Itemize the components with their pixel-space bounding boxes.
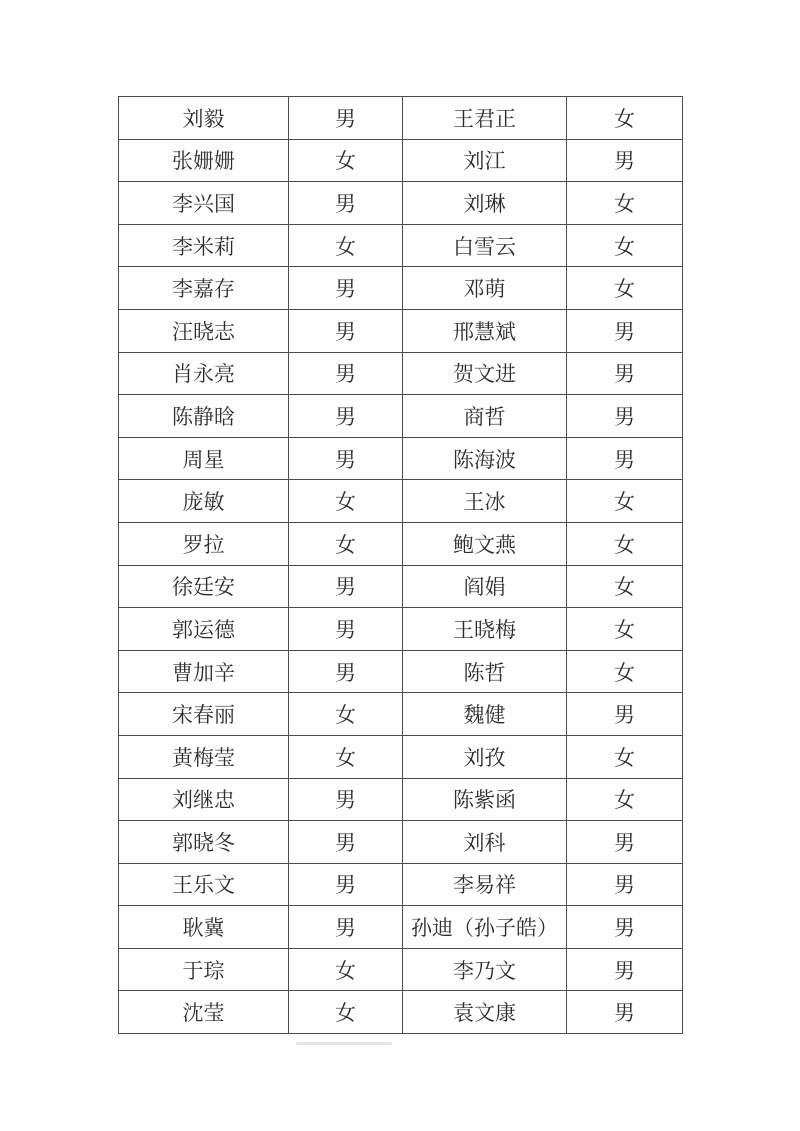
name-cell: 李易祥 — [403, 863, 567, 906]
table-row — [119, 182, 683, 225]
gender-cell: 女 — [567, 267, 683, 310]
name-cell: 孙迪（孙子皓） — [403, 906, 567, 949]
name-cell: 刘孜 — [403, 735, 567, 778]
name-cell: 郭运德 — [119, 608, 289, 651]
name-cell: 耿冀 — [119, 906, 289, 949]
table-row — [119, 139, 683, 182]
gender-cell: 男 — [567, 693, 683, 736]
gender-cell: 男 — [567, 395, 683, 438]
gender-cell: 男 — [567, 821, 683, 864]
name-cell: 陈静晗 — [119, 395, 289, 438]
name-cell: 白雪云 — [403, 224, 567, 267]
gender-cell: 男 — [289, 608, 403, 651]
gender-cell: 女 — [289, 224, 403, 267]
gender-cell: 女 — [567, 182, 683, 225]
gender-cell: 男 — [289, 437, 403, 480]
gender-cell: 女 — [289, 948, 403, 991]
table-row — [119, 948, 683, 991]
name-cell: 郭晓冬 — [119, 821, 289, 864]
gender-cell: 女 — [289, 522, 403, 565]
gender-cell: 男 — [567, 139, 683, 182]
name-cell: 王冰 — [403, 480, 567, 523]
name-cell: 商哲 — [403, 395, 567, 438]
gender-cell: 男 — [289, 309, 403, 352]
table-row — [119, 650, 683, 693]
table-row — [119, 267, 683, 310]
name-cell: 刘继忠 — [119, 778, 289, 821]
gender-cell: 女 — [567, 608, 683, 651]
table-row — [119, 821, 683, 864]
gender-cell: 女 — [289, 480, 403, 523]
gender-cell: 男 — [567, 309, 683, 352]
table-row — [119, 352, 683, 395]
gender-cell: 男 — [289, 97, 403, 140]
name-cell: 汪晓志 — [119, 309, 289, 352]
name-cell: 邢慧斌 — [403, 309, 567, 352]
name-cell: 刘毅 — [119, 97, 289, 140]
name-cell: 贺文进 — [403, 352, 567, 395]
name-cell: 王君正 — [403, 97, 567, 140]
name-cell: 袁文康 — [403, 991, 567, 1034]
table-row — [119, 735, 683, 778]
gender-cell: 男 — [567, 948, 683, 991]
table-row — [119, 693, 683, 736]
name-cell: 陈海波 — [403, 437, 567, 480]
gender-cell: 男 — [567, 991, 683, 1034]
gender-cell: 男 — [289, 565, 403, 608]
name-cell: 李兴国 — [119, 182, 289, 225]
name-cell: 肖永亮 — [119, 352, 289, 395]
name-cell: 曹加辛 — [119, 650, 289, 693]
gender-cell: 男 — [289, 352, 403, 395]
gender-cell: 男 — [567, 437, 683, 480]
gender-cell: 男 — [289, 395, 403, 438]
table-row — [119, 565, 683, 608]
name-cell: 刘江 — [403, 139, 567, 182]
table-row — [119, 437, 683, 480]
gender-cell: 男 — [289, 182, 403, 225]
name-cell: 庞敏 — [119, 480, 289, 523]
table-row — [119, 522, 683, 565]
table-row — [119, 395, 683, 438]
table-row — [119, 480, 683, 523]
table-row — [119, 608, 683, 651]
name-cell: 阎娟 — [403, 565, 567, 608]
gender-cell: 女 — [289, 693, 403, 736]
gender-cell: 男 — [567, 906, 683, 949]
name-cell: 宋春丽 — [119, 693, 289, 736]
gender-cell: 女 — [289, 735, 403, 778]
gender-cell: 男 — [289, 906, 403, 949]
table-row — [119, 224, 683, 267]
name-cell: 徐廷安 — [119, 565, 289, 608]
table-row — [119, 991, 683, 1034]
name-cell: 陈紫函 — [403, 778, 567, 821]
gender-cell: 女 — [289, 139, 403, 182]
gender-cell: 女 — [567, 224, 683, 267]
gender-cell: 男 — [289, 650, 403, 693]
name-cell: 陈哲 — [403, 650, 567, 693]
gender-cell: 男 — [567, 352, 683, 395]
name-cell: 邓萌 — [403, 267, 567, 310]
gender-cell: 女 — [567, 522, 683, 565]
name-cell: 李米莉 — [119, 224, 289, 267]
name-cell: 黄梅莹 — [119, 735, 289, 778]
gender-cell: 男 — [289, 863, 403, 906]
scan-smudge-artifact — [296, 1042, 392, 1045]
name-cell: 王晓梅 — [403, 608, 567, 651]
gender-cell: 女 — [567, 650, 683, 693]
table-row — [119, 906, 683, 949]
table-row — [119, 309, 683, 352]
name-cell: 于琮 — [119, 948, 289, 991]
name-cell: 王乐文 — [119, 863, 289, 906]
gender-cell: 男 — [567, 863, 683, 906]
name-cell: 李乃文 — [403, 948, 567, 991]
name-cell: 刘科 — [403, 821, 567, 864]
name-cell: 罗拉 — [119, 522, 289, 565]
gender-cell: 女 — [567, 735, 683, 778]
gender-cell: 男 — [289, 778, 403, 821]
name-cell: 刘琳 — [403, 182, 567, 225]
name-cell: 鲍文燕 — [403, 522, 567, 565]
gender-cell: 男 — [289, 267, 403, 310]
gender-cell: 男 — [289, 821, 403, 864]
table-row — [119, 778, 683, 821]
table-row — [119, 97, 683, 140]
gender-cell: 女 — [567, 778, 683, 821]
gender-cell: 女 — [289, 991, 403, 1034]
name-cell: 魏健 — [403, 693, 567, 736]
gender-cell: 女 — [567, 97, 683, 140]
table-row — [119, 863, 683, 906]
name-cell: 李嘉存 — [119, 267, 289, 310]
name-cell: 沈莹 — [119, 991, 289, 1034]
roster-table-body — [119, 97, 683, 1034]
gender-cell: 女 — [567, 480, 683, 523]
name-cell: 张姗姗 — [119, 139, 289, 182]
roster-table — [118, 96, 683, 1034]
name-cell: 周星 — [119, 437, 289, 480]
gender-cell: 女 — [567, 565, 683, 608]
